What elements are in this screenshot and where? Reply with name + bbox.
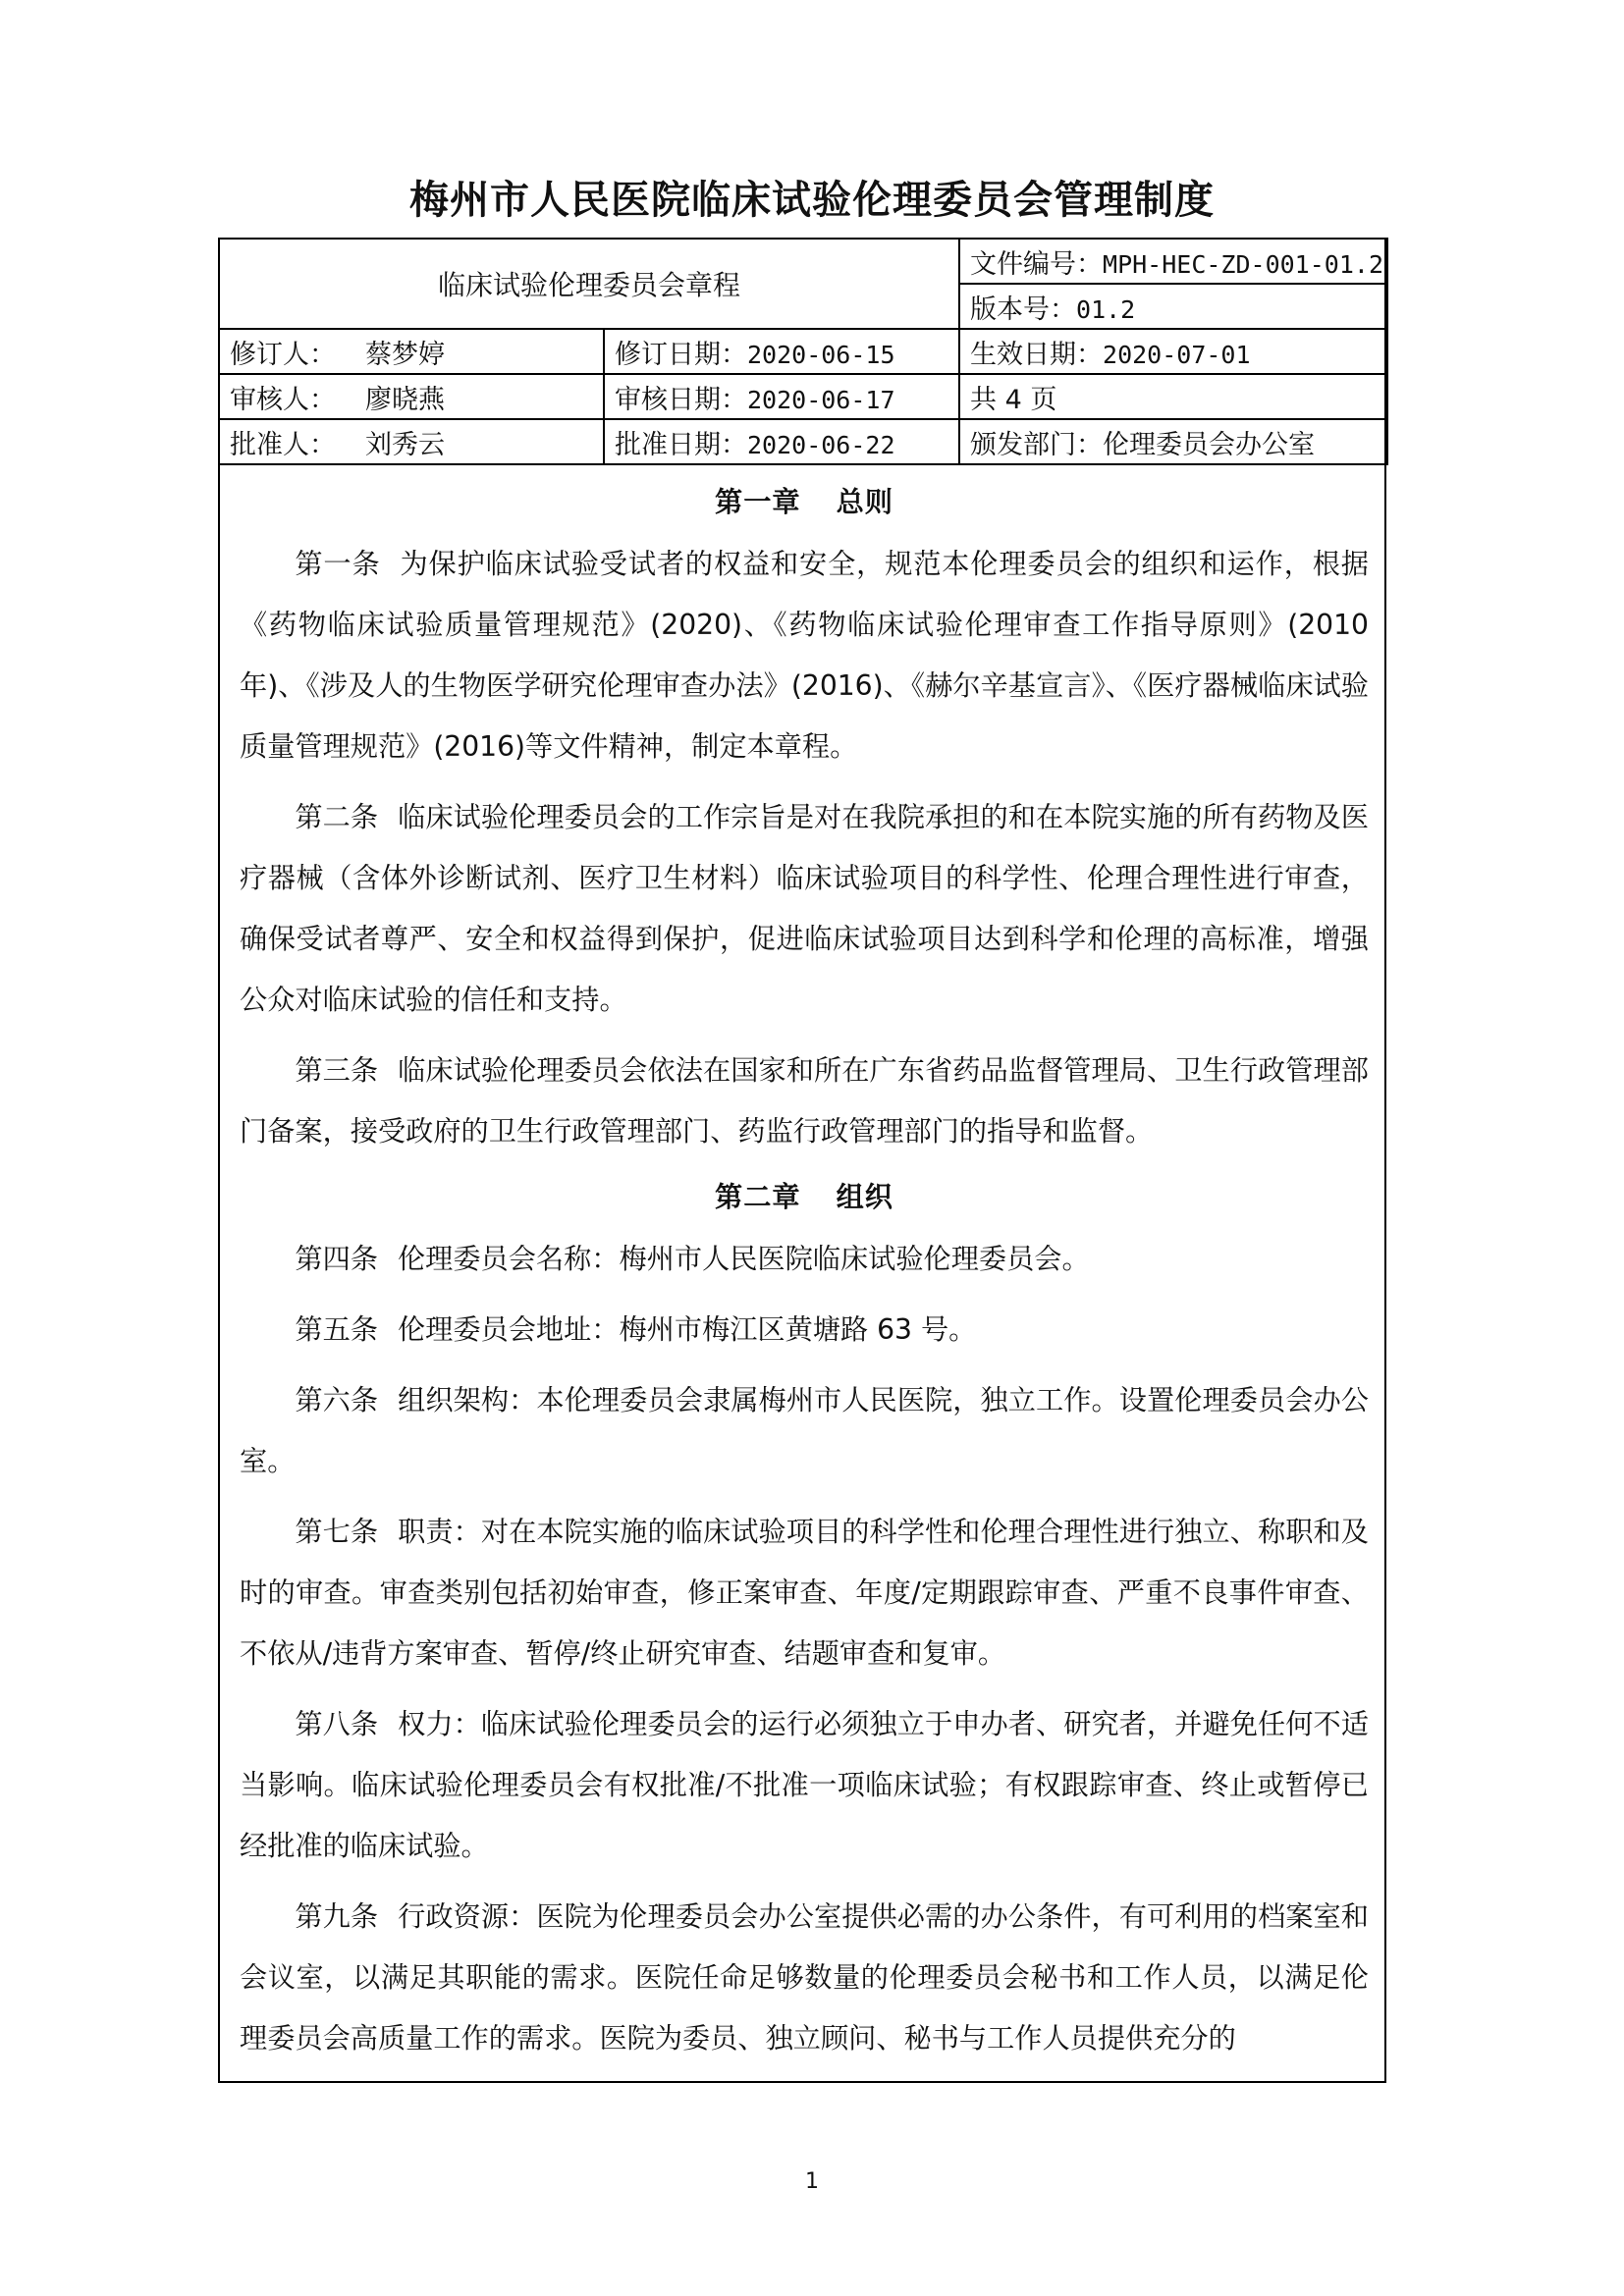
effective-date: 2020-07-01 xyxy=(1103,340,1251,369)
chapter-title: 组织 xyxy=(836,1181,893,1213)
review-date: 2020-06-17 xyxy=(747,385,895,414)
issuing-dept-cell xyxy=(959,419,1387,464)
revise-date: 2020-06-15 xyxy=(747,340,895,369)
table-row xyxy=(219,329,1387,374)
article-text: 临床试验伦理委员会依法在国家和所在广东省药品监督管理局、卫生行政管理部门备案，接受政府的卫生行政管理部门、药监行政管理部门的指导和监督。 xyxy=(240,1054,1369,1148)
article-number: 第八条 xyxy=(295,1708,379,1740)
approve-date-label: 批准日期： xyxy=(615,429,747,460)
article-text: 伦理委员会名称：梅州市人民医院临床试验伦理委员会。 xyxy=(397,1243,1090,1275)
version-value: 01.2 xyxy=(1076,294,1136,324)
review-date-cell xyxy=(604,374,959,419)
document-body xyxy=(240,477,1369,2079)
approver-name: 刘秀云 xyxy=(365,429,445,460)
page-count: 共 4 页 xyxy=(970,384,1057,415)
effective-date-label: 生效日期： xyxy=(970,339,1104,370)
article-paragraph xyxy=(240,1887,1369,2069)
chapter-title: 总则 xyxy=(836,486,893,518)
approve-date: 2020-06-22 xyxy=(747,430,895,459)
article-text: 权力：临床试验伦理委员会的运行必须独立于申办者、研究者，并避免任何不适当影响。临床试验伦理委员会有权批准/不批准一项临床试验；有权跟踪审查、终止或暂停已经批准的临床试验。 xyxy=(240,1708,1369,1862)
reviewer-label: 审核人： xyxy=(230,384,336,415)
document-info-table xyxy=(218,238,1388,465)
doc-number-cell xyxy=(959,239,1387,284)
revise-date-cell xyxy=(604,329,959,374)
table-row xyxy=(219,374,1387,419)
page-count-cell xyxy=(959,374,1387,419)
issuing-dept-label: 颁发部门： xyxy=(970,429,1104,460)
article-number: 第四条 xyxy=(295,1243,378,1275)
article-paragraph xyxy=(240,787,1369,1031)
article-text: 为保护临床试验受试者的权益和安全，规范本伦理委员会的组织和运作，根据《药物临床试验质量管理规范》(2020)、《药物临床试验伦理审查工作指导原则》(2010年)、《涉及人的生物医学研究伦理审查办法》(2016)、《赫尔辛基宣言》、《医疗器械临床试验质量管理规范》(2016)等文件精神，制定本章程。 xyxy=(240,548,1369,763)
document-title: 梅州市人民医院临床试验伦理委员会管理制度 xyxy=(409,178,1215,223)
article-number: 第一条 xyxy=(295,548,381,580)
doc-name: 临床试验伦理委员会章程 xyxy=(438,269,741,301)
table-row xyxy=(219,419,1387,464)
review-date-label: 审核日期： xyxy=(615,384,747,415)
reviewer-cell xyxy=(219,374,604,419)
article-paragraph xyxy=(240,1229,1369,1290)
chapter-number: 第一章 xyxy=(715,486,801,518)
page-number: 1 xyxy=(805,2169,819,2194)
article-paragraph xyxy=(240,1300,1369,1361)
article-number: 第九条 xyxy=(295,1900,379,1933)
article-paragraph xyxy=(240,534,1369,777)
version-label: 版本号： xyxy=(970,294,1077,325)
article-number: 第七条 xyxy=(295,1516,379,1548)
approver-label: 批准人： xyxy=(230,429,336,460)
article-text: 伦理委员会地址：梅州市梅江区黄塘路 63 号。 xyxy=(397,1313,977,1346)
doc-name-cell xyxy=(219,239,959,329)
reviser-cell xyxy=(219,329,604,374)
reviser-name: 蔡梦婷 xyxy=(365,339,445,370)
article-paragraph xyxy=(240,1041,1369,1162)
chapter-heading xyxy=(240,1172,1369,1229)
article-text: 行政资源：医院为伦理委员会办公室提供必需的办公条件，有可利用的档案室和会议室，以满足其职能的需求。医院任命足够数量的伦理委员会秘书和工作人员，以满足伦理委员会高质量工作的需求。医院为委员、独立顾问、秘书与工作人员提供充分的 xyxy=(240,1900,1369,2055)
doc-number: MPH-HEC-ZD-001-01.2 xyxy=(1103,249,1383,279)
article-number: 第二条 xyxy=(295,801,379,833)
article-paragraph xyxy=(240,1694,1369,1877)
article-text: 组织架构：本伦理委员会隶属梅州市人民医院，独立工作。设置伦理委员会办公室。 xyxy=(240,1384,1369,1477)
chapter-number: 第二章 xyxy=(715,1181,801,1213)
article-text: 临床试验伦理委员会的工作宗旨是对在我院承担的和在本院实施的所有药物及医疗器械（含体外诊断试剂、医疗卫生材料）临床试验项目的科学性、伦理合理性进行审查，确保受试者尊严、安全和权益得到保护，促进临床试验项目达到科学和伦理的高标准，增强公众对临床试验的信任和支持。 xyxy=(240,801,1369,1016)
article-text: 职责：对在本院实施的临床试验项目的科学性和伦理合理性进行独立、称职和及时的审查。审查类别包括初始审查，修正案审查、年度/定期跟踪审查、严重不良事件审查、不依从/违背方案审查、暂停/终止研究审查、结题审查和复审。 xyxy=(240,1516,1369,1670)
doc-number-label: 文件编号： xyxy=(970,248,1104,280)
approver-cell xyxy=(219,419,604,464)
reviser-label: 修订人： xyxy=(230,339,336,370)
version-cell xyxy=(959,284,1387,329)
article-paragraph xyxy=(240,1370,1369,1492)
approve-date-cell xyxy=(604,419,959,464)
table-row xyxy=(219,239,1387,284)
chapter-heading xyxy=(240,477,1369,534)
article-number: 第三条 xyxy=(295,1054,379,1087)
article-number: 第六条 xyxy=(295,1384,379,1416)
issuing-dept: 伦理委员会办公室 xyxy=(1103,429,1316,460)
article-number: 第五条 xyxy=(295,1313,378,1346)
revise-date-label: 修订日期： xyxy=(615,339,747,370)
reviewer-name: 廖晓燕 xyxy=(365,384,445,415)
effective-date-cell xyxy=(959,329,1387,374)
article-paragraph xyxy=(240,1502,1369,1684)
